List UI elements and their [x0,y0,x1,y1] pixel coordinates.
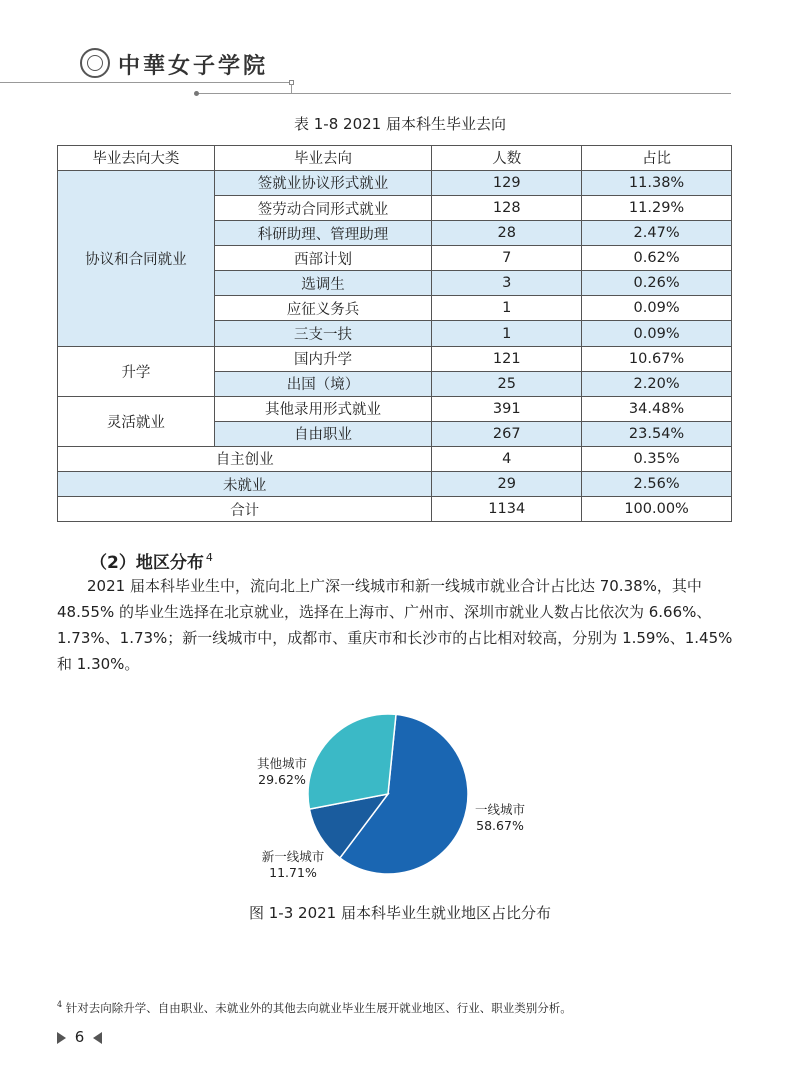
slice-label-tier1-name: 一线城市 [474,802,526,817]
destination-cell: 自主创业 [58,446,432,471]
section-title: （2）地区分布 [90,553,204,573]
slice-label-newtier1-value: 11.71% [269,865,317,880]
table-caption: 表 1-8 2021 届本科生毕业去向 [294,115,506,133]
destination-cell: 签就业协议形式就业 [214,170,432,195]
table-row [58,170,732,195]
destination-cell: 签劳动合同形式就业 [214,195,432,220]
slice-label-tier1-value: 58.67% [476,818,524,833]
page-arrow-right-icon [57,1032,66,1044]
table-row [58,472,732,497]
destination-cell: 西部计划 [214,246,432,271]
pct-cell: 0.09% [582,321,732,346]
pie-slice-other [308,714,396,809]
pct-cell: 10.67% [582,346,732,371]
count-cell: 1 [432,321,582,346]
destination-cell: 三支一扶 [214,321,432,346]
destination-cell: 选调生 [214,271,432,296]
footnote [57,1000,572,1016]
destination-cell: 自由职业 [214,421,432,446]
destination-table [57,145,732,522]
footnote-text: 针对去向除升学、自由职业、未就业外的其他去向就业毕业生展开就业地区、行业、职业类别分析。 [65,1001,572,1015]
school-logo [80,48,110,78]
pct-cell: 34.48% [582,396,732,421]
count-cell: 25 [432,371,582,396]
header-cell: 毕业去向大类 [58,146,215,171]
pct-cell: 0.35% [582,446,732,471]
count-cell: 129 [432,170,582,195]
destination-cell: 应征义务兵 [214,296,432,321]
count-cell: 4 [432,446,582,471]
count-cell: 1 [432,296,582,321]
destination-cell: 科研助理、管理助理 [214,221,432,246]
count-cell: 29 [432,472,582,497]
count-cell: 267 [432,421,582,446]
pct-cell: 11.38% [582,170,732,195]
table-row [58,446,732,471]
pct-cell: 0.26% [582,271,732,296]
count-cell: 391 [432,396,582,421]
count-cell: 128 [432,195,582,220]
category-cell: 协议和合同就业 [58,170,215,346]
total-pct: 100.00% [582,497,732,522]
category-cell: 灵活就业 [58,396,215,446]
total-label: 合计 [58,497,432,522]
slice-label-newtier1-name: 新一线城市 [261,849,325,864]
pct-cell: 2.47% [582,221,732,246]
header-rule [0,82,290,83]
footnote-ref: 4 [205,551,213,565]
header-cell: 毕业去向 [214,146,432,171]
figure-caption: 图 1-3 2021 届本科毕业生就业地区占比分布 [249,904,551,922]
table-header-row [58,146,732,171]
header-cell: 人数 [432,146,582,171]
pct-cell: 11.29% [582,195,732,220]
header-rule-dot [194,91,199,96]
slice-label-other-name: 其他城市 [256,756,308,771]
count-cell: 28 [432,221,582,246]
pct-cell: 23.54% [582,421,732,446]
category-cell: 升学 [58,346,215,396]
destination-cell: 国内升学 [214,346,432,371]
header-rule-connector [291,84,292,93]
destination-cell: 其他录用形式就业 [214,396,432,421]
count-cell: 121 [432,346,582,371]
pct-cell: 0.62% [582,246,732,271]
destination-cell: 未就业 [58,472,432,497]
pct-cell: 2.56% [582,472,732,497]
destination-cell: 出国（境） [214,371,432,396]
section-paragraph: 2021 届本科毕业生中，流向北上广深一线城市和新一线城市就业合计占比达 70.38%，其中 48.55% 的毕业生选择在北京就业，选择在上海市、广州市、深圳市就业人数占比依次为 6.66%、1.73%、1.73%；新一线城市中，成都市、重庆市和长沙市的占比相对较高，分别为 1.59%、1.45% 和 1.30%。 [57,577,733,673]
pct-cell: 2.20% [582,371,732,396]
footnote-mark: 4 [57,1000,63,1010]
page-number: 6 [74,1028,85,1046]
table-row [58,396,732,421]
header-cell: 占比 [582,146,732,171]
page-arrow-left-icon [93,1032,102,1044]
count-cell: 7 [432,246,582,271]
count-cell: 3 [432,271,582,296]
pct-cell: 0.09% [582,296,732,321]
total-count: 1134 [432,497,582,522]
table-row [58,346,732,371]
school-name: 中華女子学院 [118,53,269,79]
region-pie-chart [230,700,560,895]
slice-label-other-value: 29.62% [258,772,306,787]
page-number-block [57,1028,102,1046]
section-heading [90,548,213,573]
total-row [58,497,732,522]
header-rule-lower [196,93,731,94]
